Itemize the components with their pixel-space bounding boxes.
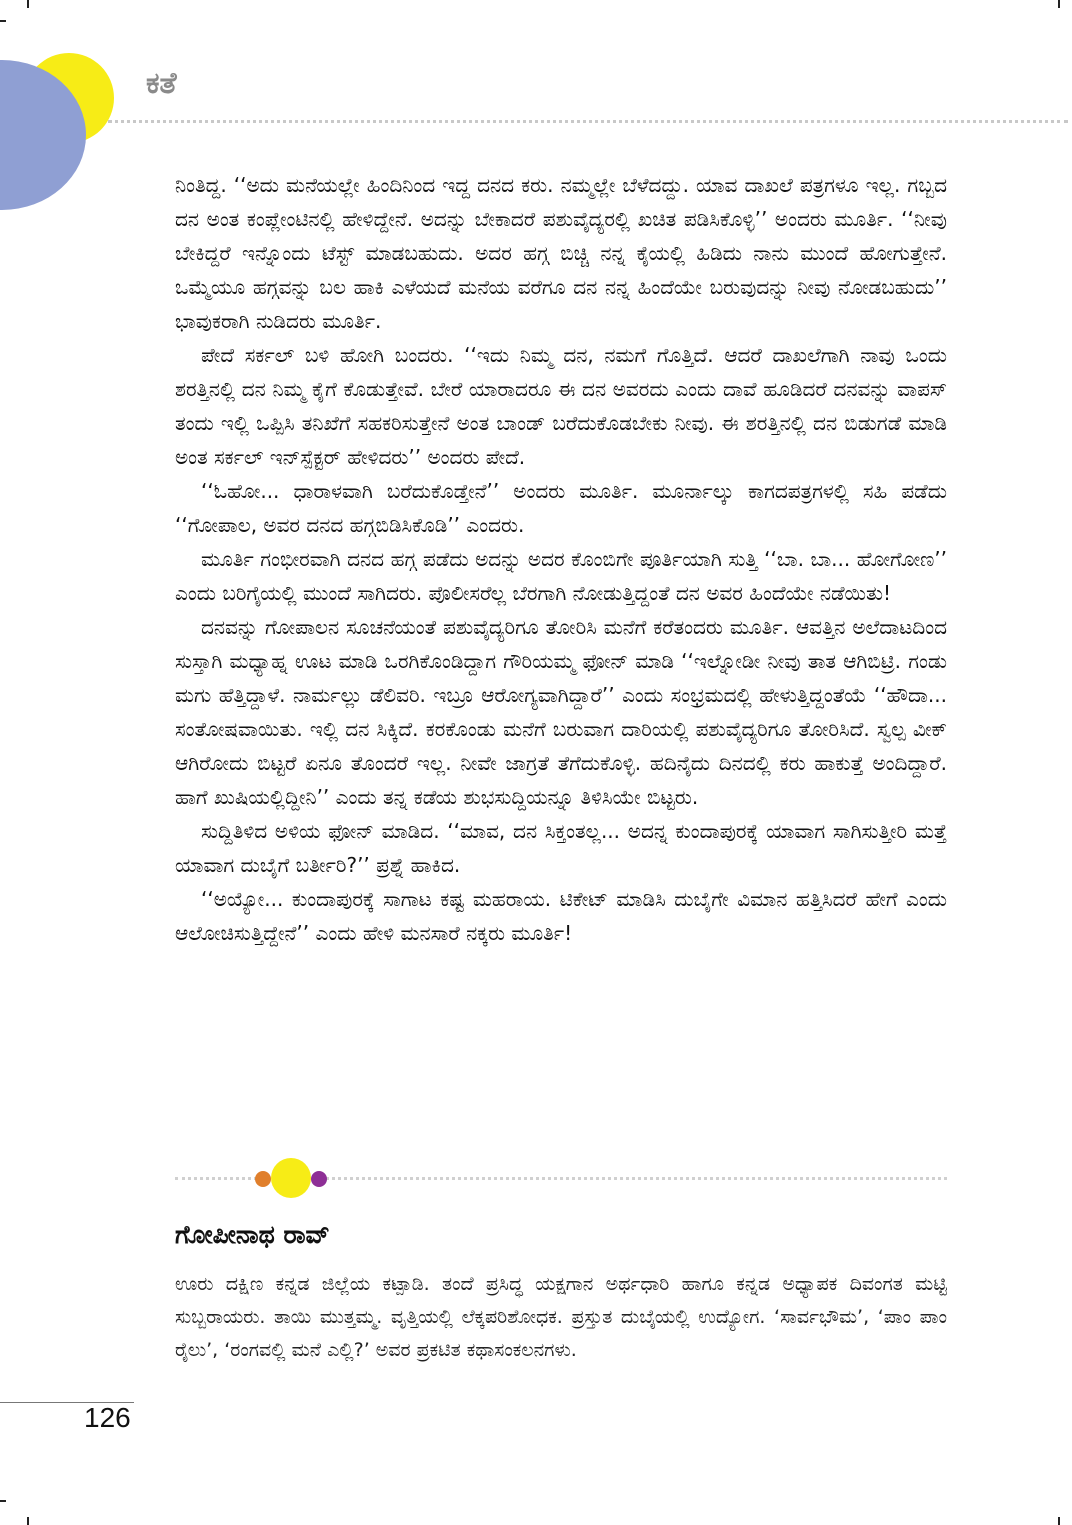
crop-mark: [27, 1517, 29, 1525]
crop-mark: [27, 0, 29, 8]
story-paragraph: ನಿಂತಿದ್ದ. ‘‘ಅದು ಮನೆಯಲ್ಲೇ ಹಿಂದಿನಿಂದ ಇದ್ದ ದನದ ಕರು. ನಮ್ಮಲ್ಲೇ ಬೆಳೆದದ್ದು. ಯಾವ ದಾಖಲೆ ಪತ್ರಗಳೂ ಇಲ್ಲ. ಗಬ್ಬದ ದನ ಅಂತ ಕಂಪ್ಲೇಂಟಿನಲ್ಲಿ ಹೇಳಿದ್ದೇನೆ. ಅದನ್ನು ಬೇಕಾದರೆ ಪಶುವೈದ್ಯರಲ್ಲಿ ಖಚಿತ ಪಡಿಸಿಕೊಳ್ಳಿ’’ ಅಂದರು ಮೂರ್ತಿ. ‘‘ನೀವು ಬೇಕಿದ್ದರೆ ಇನ್ನೊಂದು ಟೆಸ್ಟ್ ಮಾಡಬಹುದು. ಅದರ ಹಗ್ಗ ಬಿಚ್ಚಿ ನನ್ನ ಕೈಯಲ್ಲಿ ಹಿಡಿದು ನಾನು ಮುಂದೆ ಹೋಗುತ್ತೇನೆ. ಒಮ್ಮೆಯೂ ಹಗ್ಗವನ್ನು ಬಲ ಹಾಕಿ ಎಳೆಯದೆ ಮನೆಯ ವರೆಗೂ ದನ ನನ್ನ ಹಿಂದೆಯೇ ಬರುವುದನ್ನು ನೀವು ನೋಡಬಹುದು’’ ಭಾವುಕರಾಗಿ ನುಡಿದರು ಮೂರ್ತಿ.: [175, 173, 947, 333]
story-body: [175, 168, 947, 950]
crop-mark: [1058, 0, 1060, 8]
crop-mark: [0, 1500, 6, 1502]
divider-orange-dot: [255, 1171, 271, 1187]
crop-mark: [0, 20, 6, 22]
section-label: ಕತೆ: [146, 66, 177, 101]
divider-yellow-dot: [271, 1158, 311, 1198]
author-name: ಗೋಪೀನಾಥ ರಾವ್: [175, 1220, 330, 1249]
header-dotted-rule: [108, 120, 1068, 123]
divider-purple-dot: [311, 1171, 327, 1187]
story-paragraph: ಮೂರ್ತಿ ಗಂಭೀರವಾಗಿ ದನದ ಹಗ್ಗ ಪಡೆದು ಅದನ್ನು ಅದರ ಕೊಂಬಿಗೇ ಪೂರ್ತಿಯಾಗಿ ಸುತ್ತಿ ‘‘ಬಾ. ಬಾ... ಹೋಗೋಣ’’ ಎಂದು ಬರಿಗೈಯಲ್ಲಿ ಮುಂದೆ ಸಾಗಿದರು. ಪೊಲೀಸರೆಲ್ಲ ಬೆರಗಾಗಿ ನೋಡುತ್ತಿದ್ದಂತೆ ದನ ಅವರ ಹಿಂದೆಯೇ ನಡೆಯಿತು!: [175, 547, 947, 605]
story-paragraph: ಸುದ್ದಿತಿಳಿದ ಅಳಿಯ ಫೋನ್ ಮಾಡಿದ. ‘‘ಮಾವ, ದನ ಸಿಕ್ತಂತಲ್ಲ... ಅದನ್ನ ಕುಂದಾಪುರಕ್ಕೆ ಯಾವಾಗ ಸಾಗಿಸುತ್ತೀರಿ ಮತ್ತೆ ಯಾವಾಗ ದುಬೈಗೆ ಬರ್ತೀರಿ?’’ ಪ್ರಶ್ನೆ ಹಾಕಿದ.: [175, 819, 947, 877]
story-paragraph: ‘‘ಓಹೋ... ಧಾರಾಳವಾಗಿ ಬರೆದುಕೊಡ್ತೇನೆ’’ ಅಂದರು ಮೂರ್ತಿ. ಮೂರ್ನಾಲ್ಕು ಕಾಗದಪತ್ರಗಳಲ್ಲಿ ಸಹಿ ಪಡೆದು ‘‘ಗೋಪಾಲ, ಅವರ ದನದ ಹಗ್ಗಬಿಡಿಸಿಕೊಡಿ’’ ಎಂದರು.: [175, 479, 947, 537]
page-number: 126: [84, 1402, 131, 1433]
section-divider: [175, 1155, 947, 1201]
story-paragraph: ಪೇದೆ ಸರ್ಕಲ್ ಬಳಿ ಹೋಗಿ ಬಂದರು. ‘‘ಇದು ನಿಮ್ಮ ದನ, ನಮಗೆ ಗೊತ್ತಿದೆ. ಆದರೆ ದಾಖಲೆಗಾಗಿ ನಾವು ಒಂದು ಶರತ್ತಿನಲ್ಲಿ ದನ ನಿಮ್ಮ ಕೈಗೆ ಕೊಡುತ್ತೇವೆ. ಬೇರೆ ಯಾರಾದರೂ ಈ ದನ ಅವರದು ಎಂದು ದಾವೆ ಹೂಡಿದರೆ ದನವನ್ನು ವಾಪಸ್ ತಂದು ಇಲ್ಲಿ ಒಪ್ಪಿಸಿ ತನಿಖೆಗೆ ಸಹಕರಿಸುತ್ತೇನೆ ಅಂತ ಬಾಂಡ್ ಬರೆದುಕೊಡಬೇಕು ನೀವು. ಈ ಶರತ್ತಿನಲ್ಲಿ ದನ ಬಿಡುಗಡೆ ಮಾಡಿ ಅಂತ ಸರ್ಕಲ್ ಇನ್‌ಸ್ಪೆಕ್ಟರ್ ಹೇಳಿದರು’’ ಅಂದರು ಪೇದೆ.: [175, 343, 947, 469]
story-paragraph: ‘‘ಅಯ್ಯೋ... ಕುಂದಾಪುರಕ್ಕೆ ಸಾಗಾಟ ಕಷ್ಟ ಮಹರಾಯ. ಟಿಕೇಟ್ ಮಾಡಿಸಿ ದುಬೈಗೇ ವಿಮಾನ ಹತ್ತಿಸಿದರೆ ಹೇಗೆ ಎಂದು ಆಲೋಚಿಸುತ್ತಿದ್ದೇನೆ’’ ಎಂದು ಹೇಳಿ ಮನಸಾರೆ ನಕ್ಕರು ಮೂರ್ತಿ!: [175, 887, 947, 945]
crop-mark: [1058, 1517, 1060, 1525]
story-paragraph: ದನವನ್ನು ಗೋಪಾಲನ ಸೂಚನೆಯಂತೆ ಪಶುವೈದ್ಯರಿಗೂ ತೋರಿಸಿ ಮನೆಗೆ ಕರೆತಂದರು ಮೂರ್ತಿ. ಆವತ್ತಿನ ಅಲೆದಾಟದಿಂದ ಸುಸ್ತಾಗಿ ಮಧ್ಯಾಹ್ನ ಊಟ ಮಾಡಿ ಒರಗಿಕೊಂಡಿದ್ದಾಗ ಗೌರಿಯಮ್ಮ ಫೋನ್ ಮಾಡಿ ‘‘ಇಲ್ನೋಡೀ ನೀವು ತಾತ ಆಗಿಬಿಟ್ರಿ. ಗಂಡು ಮಗು ಹೆತ್ತಿದ್ದಾಳೆ. ನಾರ್ಮಲ್ಲು ಡೆಲಿವರಿ. ಇಬ್ರೂ ಆರೋಗ್ಯವಾಗಿದ್ದಾರೆ’’ ಎಂದು ಸಂಭ್ರಮದಲ್ಲಿ ಹೇಳುತ್ತಿದ್ದಂತೆಯೆ ‘‘ಹೌದಾ... ಸಂತೋಷವಾಯಿತು. ಇಲ್ಲಿ ದನ ಸಿಕ್ಕಿದೆ. ಕರಕೊಂಡು ಮನೆಗೆ ಬರುವಾಗ ದಾರಿಯಲ್ಲಿ ಪಶುವೈದ್ಯರಿಗೂ ತೋರಿಸಿದೆ. ಸ್ವಲ್ಪ ವೀಕ್ ಆಗಿರೋದು ಬಿಟ್ಟರೆ ಏನೂ ತೊಂದರೆ ಇಲ್ಲ. ನೀವೇ ಜಾಗ್ರತೆ ತೆಗೆದುಕೊಳ್ಳಿ. ಹದಿನೈದು ದಿನದಲ್ಲಿ ಕರು ಹಾಕುತ್ತೆ ಅಂದಿದ್ದಾರೆ. ಹಾಗೆ ಖುಷಿಯಲ್ಲಿದ್ದೀನಿ’’ ಎಂದು ತನ್ನ ಕಡೆಯ ಶುಭಸುದ್ದಿಯನ್ನೂ ತಿಳಿಸಿಯೇ ಬಿಟ್ಟರು.: [175, 615, 947, 809]
author-bio: ಊರು ದಕ್ಷಿಣ ಕನ್ನಡ ಜಿಲ್ಲೆಯ ಕಟ್ಪಾಡಿ. ತಂದೆ ಪ್ರಸಿದ್ಧ ಯಕ್ಷಗಾನ ಅರ್ಥಧಾರಿ ಹಾಗೂ ಕನ್ನಡ ಅಧ್ಯಾಪಕ ದಿವಂಗತ ಮಟ್ಟಿ ಸುಬ್ಬರಾಯರು. ತಾಯಿ ಮುತ್ತಮ್ಮ. ವೃತ್ತಿಯಲ್ಲಿ ಲೆಕ್ಕಪರಿಶೋಧಕ. ಪ್ರಸ್ತುತ ದುಬೈಯಲ್ಲಿ ಉದ್ಯೋಗ. ‘ಸಾರ್ವಭೌಮ’, ‘ಪಾಂ ಪಾಂ ರೈಲು’, ‘ರಂಗವಲ್ಲಿ ಮನೆ ಎಲ್ಲಿ?’ ಅವರ ಪ್ರಕಟಿತ ಕಥಾಸಂಕಲನಗಳು.: [175, 1273, 947, 1361]
